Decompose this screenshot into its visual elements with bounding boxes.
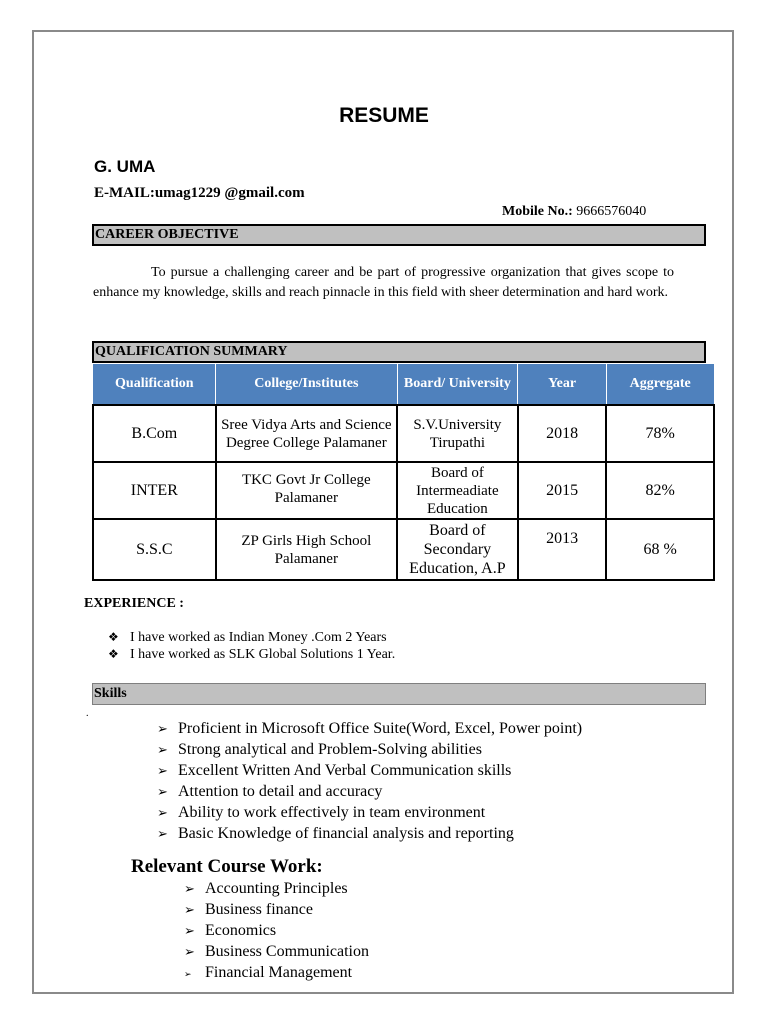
stray-dot: . <box>86 708 89 719</box>
cell-year: 2018 <box>518 405 607 462</box>
list-item <box>108 629 395 646</box>
list-item <box>184 879 369 900</box>
arrow-bullet-icon: ➢ <box>184 945 195 960</box>
table-row <box>93 519 714 580</box>
column-header-aggregate: Aggregate <box>606 364 714 406</box>
cell-aggregate: 82% <box>606 462 714 519</box>
candidate-name: G. UMA <box>94 157 156 176</box>
list-item <box>184 963 369 985</box>
list-item <box>157 740 582 761</box>
arrow-bullet-icon: ➢ <box>184 903 195 918</box>
list-item <box>184 942 369 963</box>
career-objective-body: To pursue a challenging career and be part of progressive organization that gives scope to enhance my knowledge, skills and reach pinnacle in this field with sheer determination and hard work. <box>93 265 674 300</box>
mobile-value: 9666576040 <box>572 204 647 219</box>
career-objective-heading: CAREER OBJECTIVE <box>92 224 706 246</box>
course-work-list <box>184 879 369 985</box>
skill-item: Ability to work effectively in team environment <box>178 804 486 821</box>
column-header-college: College/Institutes <box>216 364 397 406</box>
experience-item: I have worked as SLK Global Solutions 1 Year. <box>130 647 396 662</box>
cell-board: Board of Intermeadiate Education <box>397 462 518 519</box>
career-objective-text <box>93 263 674 302</box>
qualification-table <box>92 363 715 581</box>
cell-board: Board of Secondary Education, A.P <box>397 519 518 580</box>
arrow-bullet-icon: ➢ <box>157 764 168 779</box>
skills-heading: Skills <box>92 683 706 705</box>
experience-list <box>108 629 395 663</box>
diamond-bullet-icon: ❖ <box>108 630 119 644</box>
column-header-qualification: Qualification <box>93 364 216 406</box>
experience-item: I have worked as Indian Money .Com 2 Years <box>130 630 387 645</box>
list-item <box>157 761 582 782</box>
arrow-bullet-icon: ➢ <box>184 970 192 980</box>
email-address: E-MAIL:umag1229 @gmail.com <box>94 185 305 201</box>
skills-list <box>157 719 582 845</box>
cell-board: S.V.University Tirupathi <box>397 405 518 462</box>
mobile-number <box>502 204 646 220</box>
table-row <box>93 405 714 462</box>
cell-qualification: S.S.C <box>93 519 216 580</box>
skill-item: Excellent Written And Verbal Communication skills <box>178 762 512 779</box>
skill-item: Basic Knowledge of financial analysis and reporting <box>178 825 514 842</box>
arrow-bullet-icon: ➢ <box>157 827 168 842</box>
page-title: RESUME <box>339 104 429 127</box>
arrow-bullet-icon: ➢ <box>157 806 168 821</box>
course-work-heading: Relevant Course Work: <box>131 856 323 877</box>
table-header-row <box>93 364 714 406</box>
column-header-year: Year <box>518 364 607 406</box>
course-item: Economics <box>205 922 277 939</box>
cell-qualification: INTER <box>93 462 216 519</box>
arrow-bullet-icon: ➢ <box>157 722 168 737</box>
skill-item: Strong analytical and Problem-Solving abilities <box>178 741 482 758</box>
arrow-bullet-icon: ➢ <box>157 785 168 800</box>
column-header-board: Board/ University <box>397 364 518 406</box>
experience-heading: EXPERIENCE : <box>84 596 184 611</box>
arrow-bullet-icon: ➢ <box>184 882 195 897</box>
qualification-summary-heading: QUALIFICATION SUMMARY <box>92 341 706 363</box>
list-item <box>108 646 395 663</box>
cell-qualification: B.Com <box>93 405 216 462</box>
cell-college: TKC Govt Jr College Palamaner <box>216 462 397 519</box>
cell-aggregate: 68 % <box>606 519 714 580</box>
table-row <box>93 462 714 519</box>
skill-item: Proficient in Microsoft Office Suite(Word, Excel, Power point) <box>178 720 583 737</box>
cell-aggregate: 78% <box>606 405 714 462</box>
course-item: Business finance <box>205 901 313 918</box>
cell-college: ZP Girls High School Palamaner <box>216 519 397 580</box>
mobile-label: Mobile No.: <box>502 204 573 219</box>
list-item <box>184 921 369 942</box>
diamond-bullet-icon: ❖ <box>108 647 119 661</box>
arrow-bullet-icon: ➢ <box>157 743 168 758</box>
cell-college: Sree Vidya Arts and Science Degree College Palamaner <box>216 405 397 462</box>
list-item <box>157 782 582 803</box>
cell-year: 2015 <box>518 462 607 519</box>
course-item: Financial Management <box>205 964 353 981</box>
course-item: Accounting Principles <box>205 880 348 897</box>
skill-item: Attention to detail and accuracy <box>178 783 383 800</box>
list-item <box>157 719 582 740</box>
arrow-bullet-icon: ➢ <box>184 924 195 939</box>
list-item <box>157 824 582 845</box>
list-item <box>184 900 369 921</box>
course-item: Business Communication <box>205 943 369 960</box>
cell-year: 2013 <box>518 519 607 580</box>
list-item <box>157 803 582 824</box>
